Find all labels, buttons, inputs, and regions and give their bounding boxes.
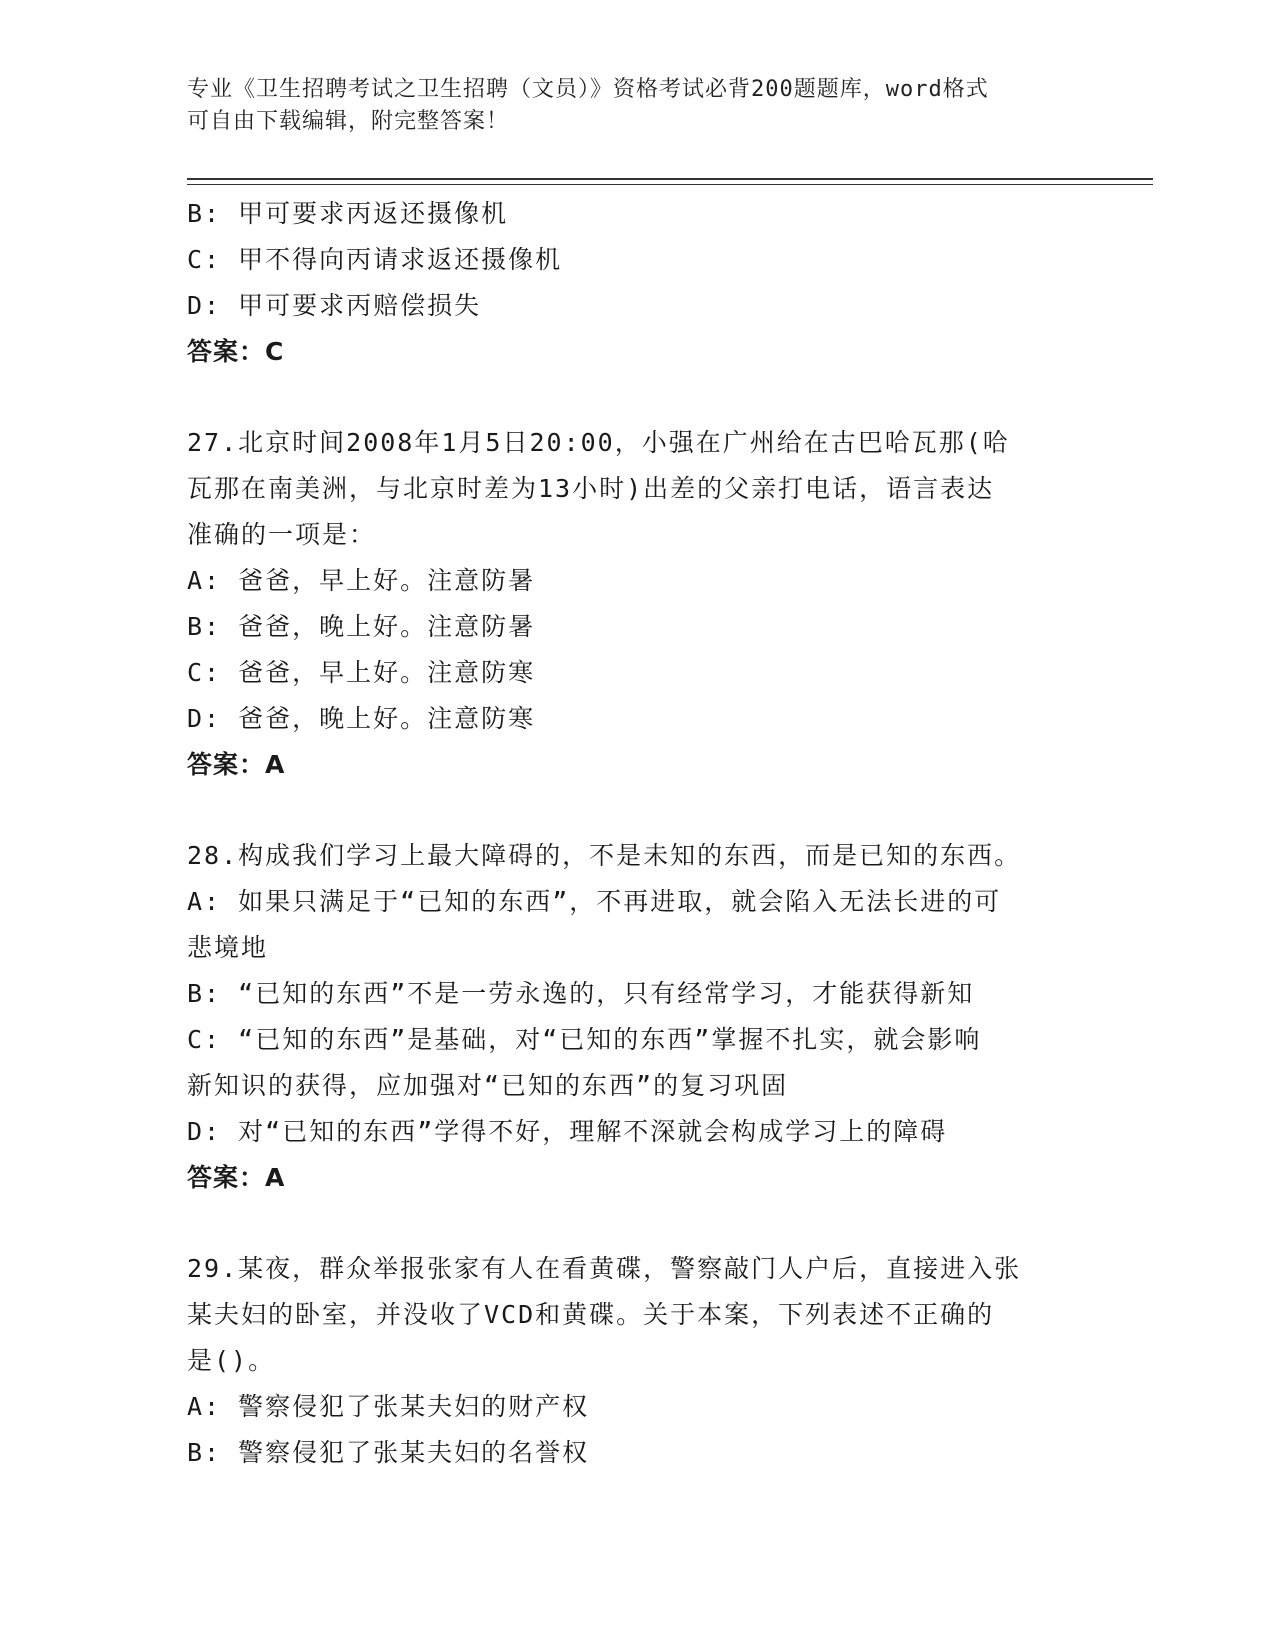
q27-answer: 答案：A bbox=[187, 750, 286, 779]
header-line-2: 可自由下载编辑，附完整答案！ bbox=[187, 109, 510, 134]
q26-answer: 答案：C bbox=[187, 337, 285, 366]
q26-option-d: D: 甲可要求丙赔偿损失 bbox=[187, 291, 482, 320]
q27-option-b: B: 爸爸，晚上好。注意防暑 bbox=[187, 612, 536, 641]
question-list bbox=[187, 191, 1067, 1476]
q27-option-d: D: 爸爸，晚上好。注意防寒 bbox=[187, 704, 536, 733]
q28-question: 28.构成我们学习上最大障碍的，不是未知的东西，而是已知的东西。 bbox=[187, 841, 1022, 870]
q28-option-c-cont: 新知识的获得，应加强对“已知的东西”的复习巩固 bbox=[187, 1071, 789, 1100]
q29-question-line: 某夫妇的卧室，并没收了VCD和黄碟。关于本案，下列表述不正确的 bbox=[187, 1300, 995, 1329]
q28-option-c: C: “已知的东西”是基础，对“已知的东西”掌握不扎实，就会影响 bbox=[187, 1025, 982, 1054]
q28-option-a-cont: 悲境地 bbox=[187, 933, 269, 962]
q28-option-d: D: 对“已知的东西”学得不好，理解不深就会构成学习上的障碍 bbox=[187, 1117, 948, 1146]
q29-question-line: 29.某夜，群众举报张家有人在看黄碟，警察敲门人户后，直接进入张 bbox=[187, 1254, 1022, 1283]
q27-option-c: C: 爸爸，早上好。注意防寒 bbox=[187, 658, 536, 687]
q27-option-a: A: 爸爸，早上好。注意防暑 bbox=[187, 566, 536, 595]
q27-question-line: 27.北京时间2008年1月5日20:00，小强在广州给在古巴哈瓦那(哈 bbox=[187, 428, 1010, 457]
q26-option-b: B: 甲可要求丙返还摄像机 bbox=[187, 199, 509, 228]
header-divider bbox=[187, 178, 1153, 180]
header-divider-thin bbox=[187, 184, 1153, 185]
q26-option-c: C: 甲不得向丙请求返还摄像机 bbox=[187, 245, 563, 274]
document-header bbox=[187, 74, 1067, 138]
q29-option-a: A: 警察侵犯了张某夫妇的财产权 bbox=[187, 1392, 590, 1421]
q28-option-a: A: 如果只满足于“已知的东西”，不再进取，就会陷入无法长进的可 bbox=[187, 887, 1002, 916]
q28-answer: 答案：A bbox=[187, 1163, 286, 1192]
q27-question-line: 瓦那在南美洲，与北京时差为13小时)出差的父亲打电话，语言表达 bbox=[187, 474, 995, 503]
q27-question-line: 准确的一项是： bbox=[187, 520, 377, 549]
q28-option-b: B: “已知的东西”不是一劳永逸的，只有经常学习，才能获得新知 bbox=[187, 979, 975, 1008]
q29-option-b: B: 警察侵犯了张某夫妇的名誉权 bbox=[187, 1438, 590, 1467]
header-line-1: 专业《卫生招聘考试之卫生招聘（文员）》资格考试必背200题题库，word格式 bbox=[187, 77, 989, 102]
q29-question-line: 是()。 bbox=[187, 1346, 276, 1375]
